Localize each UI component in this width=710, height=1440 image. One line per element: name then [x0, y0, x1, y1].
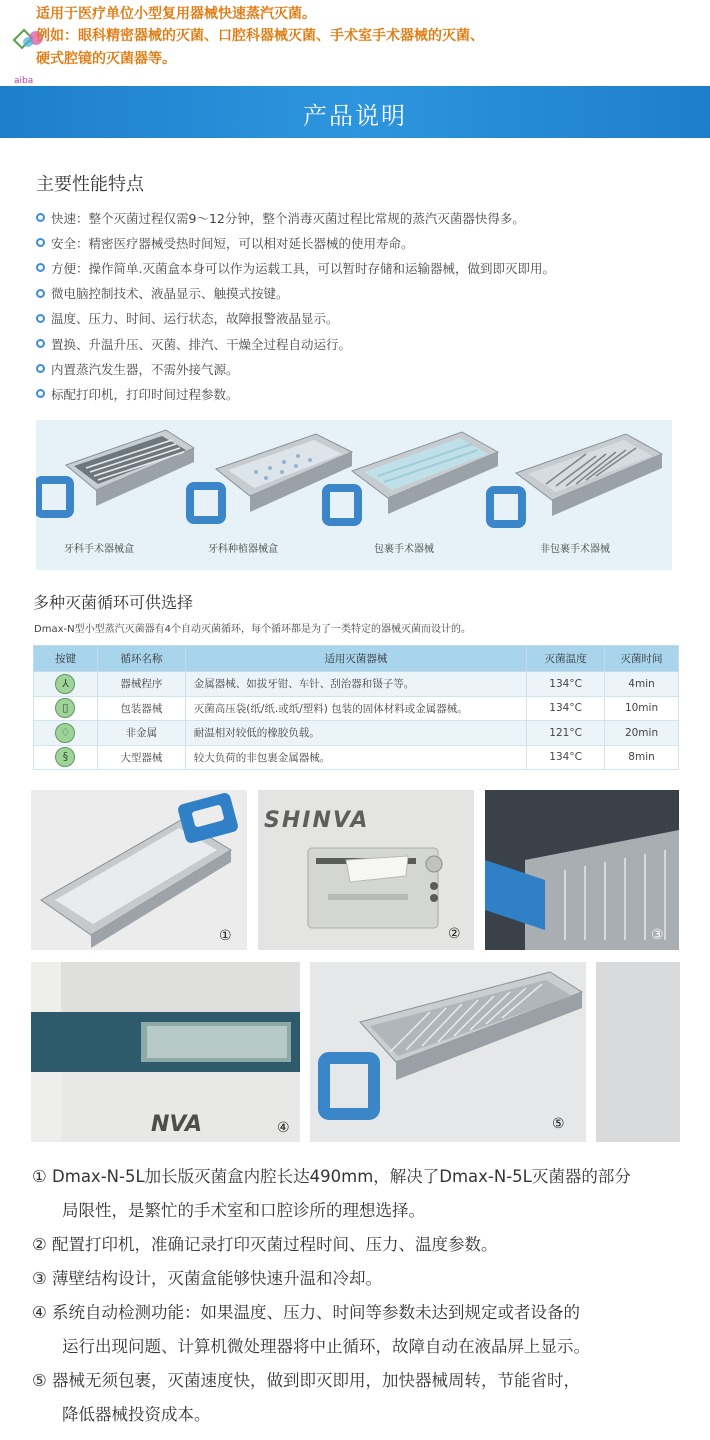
notes-list [32, 1160, 692, 1432]
cycle-time: 10min [605, 696, 679, 721]
extended-tray-image [31, 790, 247, 950]
photo-number: ④ [277, 1120, 290, 1136]
feature-item: 置换、升温升压、灭菌、排汽、干燥全过程自动运行。 [36, 331, 696, 356]
cycle-time: 20min [605, 721, 679, 746]
wrapped-instrument-tray-image [322, 426, 502, 538]
bullet-icon [36, 238, 45, 247]
note-item: ⑤ 器械无须包裹，灭菌速度快，做到即灭即用，加快器械周转，节能省时， [32, 1371, 581, 1390]
note-item-continued: 局限性，是繁忙的手术室和口腔诊所的理想选择。 [62, 1201, 425, 1220]
tray-label: 包裹手术器械 [374, 544, 434, 555]
bullet-icon [36, 389, 45, 398]
column-header: 循环名称 [97, 646, 185, 672]
dental-instrument-tray-image [36, 420, 196, 532]
cycle-items: 金属器械、如拔牙钳、车针、刮治器和镊子等。 [185, 672, 526, 697]
cycle-time: 8min [605, 745, 679, 770]
cycle-table [33, 645, 679, 770]
open-tray-image [310, 962, 586, 1142]
section-banner [0, 86, 710, 138]
photo-extended-tray [31, 790, 247, 950]
tray-label: 牙科种植器械盒 [208, 544, 278, 555]
photo-open-tray [310, 962, 586, 1142]
cycles-title: 多种灭菌循环可供选择 [33, 593, 194, 612]
intro-block [0, 0, 710, 84]
table-row [34, 696, 679, 721]
tray-label: 非包裹手术器械 [540, 544, 610, 555]
instrument-cycle-key-icon: ⅄ [55, 674, 75, 694]
feature-list [36, 205, 696, 407]
unwrapped-instrument-tray-image [486, 428, 666, 540]
feature-item: 快速：整个灭菌过程仅需9～12分钟，整个消毒灭菌过程比常规的蒸汽灭菌器快得多。 [36, 205, 696, 230]
note-item: ② 配置打印机，准确记录打印灭菌过程时间、压力、温度参数。 [32, 1235, 498, 1254]
photo-number: ① [219, 928, 232, 944]
feature-item: 标配打印机，打印时间过程参数。 [36, 381, 696, 406]
bullet-icon [36, 263, 45, 272]
brand-logo-text: SHINVA [264, 808, 370, 833]
bullet-icon [36, 364, 45, 373]
feature-item: 方便：操作简单.灭菌盒本身可以作为运载工具，可以暂时存储和运输器械，做到即灭即用。 [36, 255, 696, 280]
logo-text: aiba [14, 76, 34, 86]
photo-thin-wall [485, 790, 679, 950]
cycle-temp: 121°C [527, 721, 605, 746]
photo-lcd [31, 962, 300, 1142]
intro-line-2: 例如：眼科精密器械的灭菌、口腔科器械灭菌、手术室手术器械的灭菌、 [36, 28, 484, 44]
cycle-items: 灭菌高压袋(纸/纸.或纸/塑料) 包装的固体材料或金属器械。 [185, 696, 526, 721]
cycle-name: 包装器械 [97, 696, 185, 721]
cycle-temp: 134°C [527, 672, 605, 697]
column-header: 灭菌时间 [605, 646, 679, 672]
note-item: ③ 薄壁结构设计，灭菌盒能够快速升温和冷却。 [32, 1269, 383, 1288]
table-row [34, 721, 679, 746]
bullet-icon [36, 314, 45, 323]
cycle-temp: 134°C [527, 745, 605, 770]
note-item-continued: 运行出现问题、计算机微处理器将中止循环，故障自动在液晶屏上显示。 [62, 1337, 590, 1356]
table-header-row [34, 646, 679, 672]
tray-label: 牙科手术器械盒 [64, 544, 134, 555]
cycle-temp: 134°C [527, 696, 605, 721]
cycle-name: 非金属 [97, 721, 185, 746]
bullet-icon [36, 339, 45, 348]
photo-number: ③ [651, 927, 664, 943]
table-row [34, 745, 679, 770]
non-metal-cycle-key-icon: ♢ [55, 723, 75, 743]
note-item: ① Dmax-N-5L加长版灭菌盒内腔长达490mm，解决了Dmax-N-5L灭菌器的部分 [32, 1167, 631, 1186]
column-header: 灭菌温度 [527, 646, 605, 672]
feature-item: 内置蒸汽发生器，不需外接气源。 [36, 356, 696, 381]
features-title: 主要性能特点 [36, 174, 144, 195]
bullet-icon [36, 213, 45, 222]
tray-gallery [36, 420, 672, 570]
banner-title: 产品说明 [303, 102, 407, 130]
feature-item: 微电脑控制技术、液晶显示、触摸式按键。 [36, 281, 696, 306]
feature-item: 温度、压力、时间、运行状态，故障报警液晶显示。 [36, 306, 696, 331]
photo-number: ② [448, 926, 461, 942]
photo-number: ⑤ [552, 1116, 565, 1132]
photo-side-panel [596, 962, 680, 1142]
intro-line-3: 硬式腔镜的灭菌器等。 [36, 51, 176, 67]
cycle-name: 大型器械 [97, 745, 185, 770]
cycle-items: 较大负荷的非包裹金属器械。 [185, 745, 526, 770]
cycle-name: 器械程序 [97, 672, 185, 697]
photo-printer [258, 790, 474, 950]
intro-line-1: 适用于医疗单位小型复用器械快速蒸汽灭菌。 [36, 6, 316, 22]
large-instrument-cycle-key-icon: § [55, 747, 75, 767]
note-item-continued: 降低器械投资成本。 [62, 1405, 211, 1424]
bullet-icon [36, 289, 45, 298]
cycle-items: 耐温相对较低的橡胶负载。 [185, 721, 526, 746]
thin-wall-tray-image [485, 790, 679, 950]
column-header: 适用灭菌器械 [185, 646, 526, 672]
column-header: 按键 [34, 646, 98, 672]
note-item: ④ 系统自动检测功能：如果温度、压力、时间等参数未达到规定或者设备的 [32, 1303, 581, 1322]
feature-item: 安全：精密医疗器械受热时间短，可以相对延长器械的使用寿命。 [36, 230, 696, 255]
wrapped-cycle-key-icon: ▯ [55, 698, 75, 718]
cycles-subtitle: Dmax-N型小型蒸汽灭菌器有4个自动灭菌循环，每个循环都是为了一类特定的器械灭菌而设计的。 [34, 624, 471, 635]
cycle-time: 4min [605, 672, 679, 697]
table-row [34, 672, 679, 697]
brand-logo-partial: NVA [151, 1112, 202, 1137]
